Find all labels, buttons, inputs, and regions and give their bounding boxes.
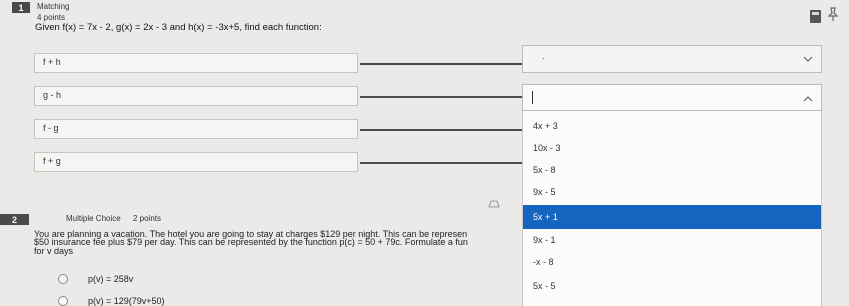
question-text-line-3: for v days [34, 246, 74, 256]
option-label: 4x + 3 [533, 121, 558, 131]
option-label: 5x - 5 [533, 281, 556, 291]
question-prompt: Given f(x) = 7x - 2, g(x) = 2x - 3 and h(x) = -3x+5, find each function: [35, 22, 322, 33]
dropdown-option[interactable] [523, 181, 821, 203]
choice-label-1: p(v) = 258v [88, 274, 134, 284]
dropdown-option[interactable] [523, 251, 821, 273]
match-item-label: f + g [43, 156, 61, 166]
question-number: 1 [18, 2, 24, 13]
dropdown-value: . [542, 51, 545, 61]
question-type: Multiple Choice [66, 214, 121, 223]
match-item-f-minus-g [34, 119, 358, 139]
question-number-badge [0, 214, 29, 225]
question-number: 2 [11, 214, 17, 225]
question-text-line-2: $50 insurance fee plus $79 per day. This can be represented by the function p(c) = 50 + 79c. Formulate a fun [34, 238, 468, 247]
match-line [360, 96, 522, 98]
question-type: Matching [37, 2, 70, 11]
match-line [360, 162, 522, 164]
option-label: 5x + 1 [533, 212, 558, 222]
pin-icon[interactable] [826, 6, 840, 22]
question-points: 4 points [37, 13, 66, 22]
match-item-label: g - h [43, 90, 62, 100]
option-label: 9x - 5 [533, 187, 556, 197]
cursor-icon [532, 91, 533, 104]
option-label: -x - 8 [533, 257, 554, 267]
dropdown-option[interactable] [523, 159, 821, 181]
match-item-label: f + h [43, 57, 61, 67]
match-line [360, 129, 522, 131]
option-label: 5x - 8 [533, 165, 556, 175]
dropdown-option[interactable] [523, 229, 821, 251]
dropdown-option[interactable] [523, 137, 821, 159]
match-item-f-plus-g [34, 152, 358, 172]
match-item-label: f - g [43, 123, 59, 133]
dropdown-option[interactable] [523, 275, 821, 297]
radio-choice-1[interactable] [58, 274, 68, 284]
question-number-badge [12, 2, 30, 13]
option-label: 10x - 3 [533, 143, 561, 153]
match-item-g-minus-h [34, 86, 358, 106]
dropdown-options-list [522, 111, 822, 306]
option-label: 9x - 1 [533, 235, 556, 245]
question-text-line-1: You are planning a vacation. The hotel you are going to stay at charges $129 per night. This can be represen [34, 230, 468, 239]
question-points: 2 points [133, 214, 162, 223]
hand-cursor-icon [487, 199, 501, 209]
chevron-down-icon [803, 56, 813, 63]
calculator-icon[interactable] [810, 10, 821, 23]
match-item-f-plus-h [34, 53, 358, 73]
radio-choice-2[interactable] [58, 296, 68, 306]
dropdown-option-selected[interactable] [523, 205, 821, 229]
dropdown-option[interactable] [523, 115, 821, 137]
chevron-up-icon [803, 95, 813, 102]
match-line [360, 63, 522, 65]
answer-dropdown-1[interactable] [522, 45, 822, 73]
choice-label-2: p(v) = 129(79v+50) [88, 296, 165, 306]
answer-dropdown-2[interactable] [522, 84, 822, 111]
